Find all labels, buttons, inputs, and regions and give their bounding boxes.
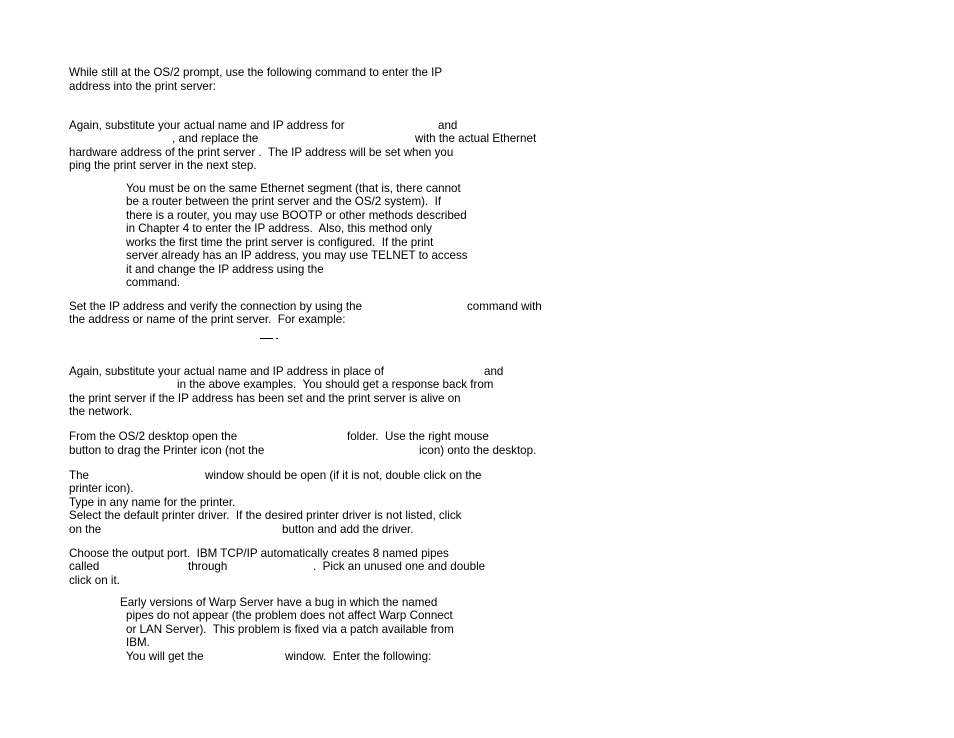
example-underscore [260, 338, 273, 339]
desktop-line-1b: folder. Use the right mouse [347, 430, 489, 443]
substitute2-line-4: the network. [69, 405, 133, 418]
desktop-line-2b: icon) onto the desktop. [419, 444, 537, 457]
port-line-3: click on it. [69, 574, 120, 587]
note2-line-4: IBM. [126, 636, 150, 649]
port-line-1: Choose the output port. IBM TCP/IP automatically creates 8 named pipes [69, 547, 449, 560]
substitute1-line-1a: Again, substitute your actual name and IP address for [69, 119, 345, 132]
window-line-2: printer icon). [69, 482, 134, 495]
desktop-line-2a: button to drag the Printer icon (not the [69, 444, 265, 457]
window-line-5a: on the [69, 523, 102, 536]
ping-line-1b: command with [467, 300, 542, 313]
port-line-2b: through [188, 560, 228, 573]
note1-line-6: server already has an IP address, you may use TELNET to access [126, 249, 468, 262]
note1-line-8: command. [126, 276, 181, 289]
window-line-1b: window should be open (if it is not, double click on the [205, 469, 482, 482]
note2-line-1: Early versions of Warp Server have a bug in which the named [120, 596, 438, 609]
port-line-2c: . Pick an unused one and double [313, 560, 486, 573]
window-line-3: Type in any name for the printer. [69, 496, 236, 509]
ping-line-1a: Set the IP address and verify the connection by using the [69, 300, 363, 313]
note2-line-3: or LAN Server). This problem is fixed via a patch available from [126, 623, 454, 636]
desktop-line-1a: From the OS/2 desktop open the [69, 430, 238, 443]
substitute2-line-1a: Again, substitute your actual name and IP address in place of [69, 365, 384, 378]
substitute2-line-1b: and [484, 365, 504, 378]
note1-line-3: there is a router, you may use BOOTP or other methods described [126, 209, 467, 222]
note2-line-5a: You will get the [126, 650, 204, 663]
intro-line-1: While still at the OS/2 prompt, use the following command to enter the IP [69, 66, 443, 79]
substitute2-line-3: the print server if the IP address has been set and the print server is alive on [69, 392, 461, 405]
note1-line-7: it and change the IP address using the [126, 263, 324, 276]
window-line-1a: The [69, 469, 89, 482]
ping-line-2: the address or name of the print server. For example: [69, 313, 346, 326]
note2-line-2: pipes do not appear (the problem does not affect Warp Connect [126, 609, 453, 622]
substitute1-line-1b: and [438, 119, 458, 132]
note1-line-2: be a router between the print server and the OS/2 system). If [126, 195, 442, 208]
window-line-4: Select the default printer driver. If the desired printer driver is not listed, click [69, 509, 462, 522]
port-line-2a: called [69, 560, 100, 573]
substitute1-line-3: hardware address of the print server . The IP address will be set when you [69, 146, 454, 159]
note1-line-5: works the first time the print server is configured. If the print [126, 236, 434, 249]
window-line-5b: button and add the driver. [282, 523, 414, 536]
example-dot [276, 338, 278, 339]
note1-line-1: You must be on the same Ethernet segment (that is, there cannot [126, 182, 461, 195]
note1-line-4: in Chapter 4 to enter the IP address. Also, this method only [126, 222, 432, 235]
substitute1-line-2b: with the actual Ethernet [415, 132, 537, 145]
intro-line-2: address into the print server: [69, 80, 216, 93]
substitute1-line-2a: , and replace the [172, 132, 259, 145]
note2-line-5b: window. Enter the following: [285, 650, 432, 663]
substitute2-line-2: in the above examples. You should get a response back from [177, 378, 494, 391]
substitute1-line-4: ping the print server in the next step. [69, 159, 257, 172]
